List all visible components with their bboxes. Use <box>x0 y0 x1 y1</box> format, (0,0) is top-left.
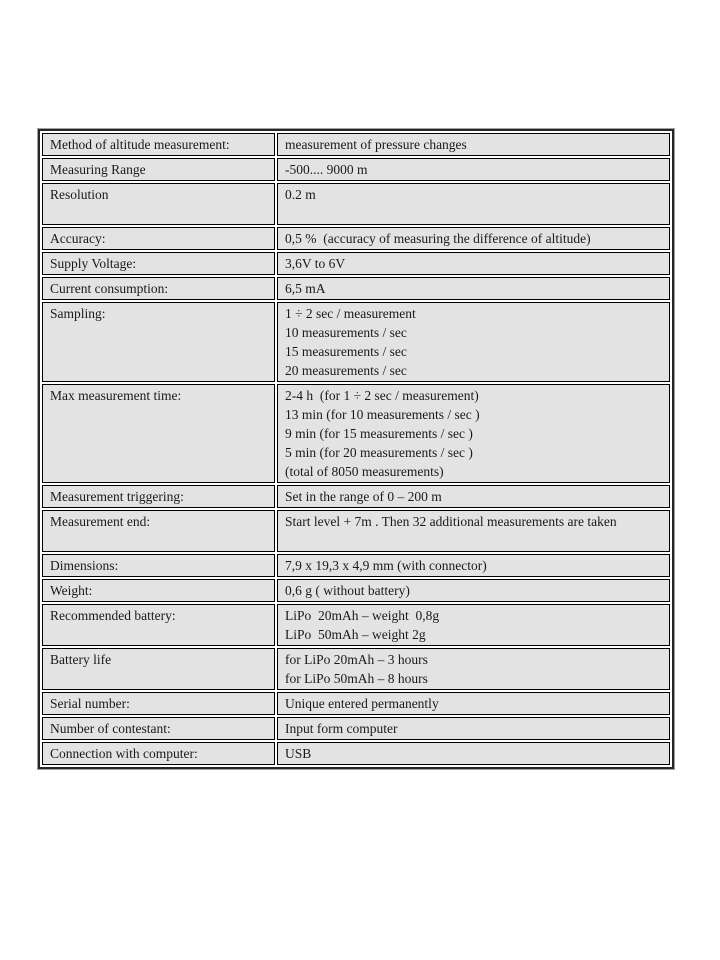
spec-label-cell: Measurement triggering: <box>42 485 275 508</box>
spec-value-line: (total of 8050 measurements) <box>285 464 444 479</box>
spec-label-cell: Battery life <box>42 648 275 690</box>
spec-label-cell: Method of altitude measurement: <box>42 133 275 156</box>
spec-value-line: 10 measurements / sec <box>285 325 407 340</box>
spec-value-line: 5 min (for 20 measurements / sec ) <box>285 445 473 460</box>
spec-value-line <box>285 531 662 550</box>
table-row <box>42 227 670 250</box>
table-row <box>42 579 670 602</box>
spec-value-cell <box>277 302 670 382</box>
table-row <box>42 510 670 552</box>
spec-value-line: 1 ÷ 2 sec / measurement <box>285 306 416 321</box>
spec-value-cell <box>277 648 670 690</box>
spec-label-cell: Measuring Range <box>42 158 275 181</box>
table-row <box>42 158 670 181</box>
spec-value-line <box>285 204 662 223</box>
spec-value-cell <box>277 384 670 483</box>
spec-value-line: Start level + 7m . Then 32 additional measurements are taken <box>285 514 617 529</box>
spec-label-cell: Measurement end: <box>42 510 275 552</box>
spec-label-cell: Resolution <box>42 183 275 225</box>
spec-value-line: Set in the range of 0 – 200 m <box>285 489 442 504</box>
spec-value-line: 13 min (for 10 measurements / sec ) <box>285 407 480 422</box>
spec-value-cell <box>277 252 670 275</box>
spec-value-line: 0,5 % (accuracy of measuring the difference of altitude) <box>285 231 591 246</box>
table-row <box>42 717 670 740</box>
spec-value-cell <box>277 604 670 646</box>
spec-value-line: Unique entered permanently <box>285 696 439 711</box>
spec-value-cell <box>277 183 670 225</box>
table-row <box>42 692 670 715</box>
spec-label-cell: Serial number: <box>42 692 275 715</box>
spec-value-line: LiPo 20mAh – weight 0,8g <box>285 608 440 623</box>
spec-label-cell: Sampling: <box>42 302 275 382</box>
spec-value-cell <box>277 554 670 577</box>
spec-value-cell <box>277 717 670 740</box>
table-row <box>42 277 670 300</box>
spec-value-line: 3,6V to 6V <box>285 256 346 271</box>
spec-value-line: 9 min (for 15 measurements / sec ) <box>285 426 473 441</box>
spec-label-cell: Supply Voltage: <box>42 252 275 275</box>
table-row <box>42 133 670 156</box>
spec-value-cell <box>277 742 670 765</box>
spec-value-line: 15 measurements / sec <box>285 344 407 359</box>
table-row <box>42 384 670 483</box>
spec-value-line: 2-4 h (for 1 ÷ 2 sec / measurement) <box>285 388 479 403</box>
spec-value-line: -500.... 9000 m <box>285 162 368 177</box>
spec-value-cell <box>277 277 670 300</box>
spec-value-line: 0,6 g ( without battery) <box>285 583 410 598</box>
spec-value-cell <box>277 692 670 715</box>
spec-label-cell: Connection with computer: <box>42 742 275 765</box>
spec-value-cell <box>277 158 670 181</box>
spec-value-cell <box>277 485 670 508</box>
spec-label-cell: Accuracy: <box>42 227 275 250</box>
spec-table <box>38 129 674 769</box>
spec-label-cell: Current consumption: <box>42 277 275 300</box>
spec-value-line: 0.2 m <box>285 187 316 202</box>
spec-value-cell <box>277 133 670 156</box>
table-row <box>42 252 670 275</box>
spec-value-line: 6,5 mA <box>285 281 326 296</box>
spec-value-line: for LiPo 20mAh – 3 hours <box>285 652 428 667</box>
table-row <box>42 648 670 690</box>
spec-value-cell <box>277 227 670 250</box>
spec-value-line: measurement of pressure changes <box>285 137 467 152</box>
spec-label-cell: Recommended battery: <box>42 604 275 646</box>
spec-value-line: Input form computer <box>285 721 398 736</box>
spec-value-line: LiPo 50mAh – weight 2g <box>285 627 426 642</box>
spec-value-cell <box>277 510 670 552</box>
spec-value-line: for LiPo 50mAh – 8 hours <box>285 671 428 686</box>
spec-label-cell: Max measurement time: <box>42 384 275 483</box>
table-row <box>42 485 670 508</box>
table-row <box>42 302 670 382</box>
spec-value-cell <box>277 579 670 602</box>
spec-label-cell: Dimensions: <box>42 554 275 577</box>
spec-value-line: USB <box>285 746 312 761</box>
table-row <box>42 604 670 646</box>
spec-label-cell: Weight: <box>42 579 275 602</box>
table-row <box>42 183 670 225</box>
spec-value-line: 7,9 x 19,3 x 4,9 mm (with connector) <box>285 558 487 573</box>
table-row <box>42 742 670 765</box>
spec-label-cell: Number of contestant: <box>42 717 275 740</box>
table-row <box>42 554 670 577</box>
spec-value-line: 20 measurements / sec <box>285 363 407 378</box>
